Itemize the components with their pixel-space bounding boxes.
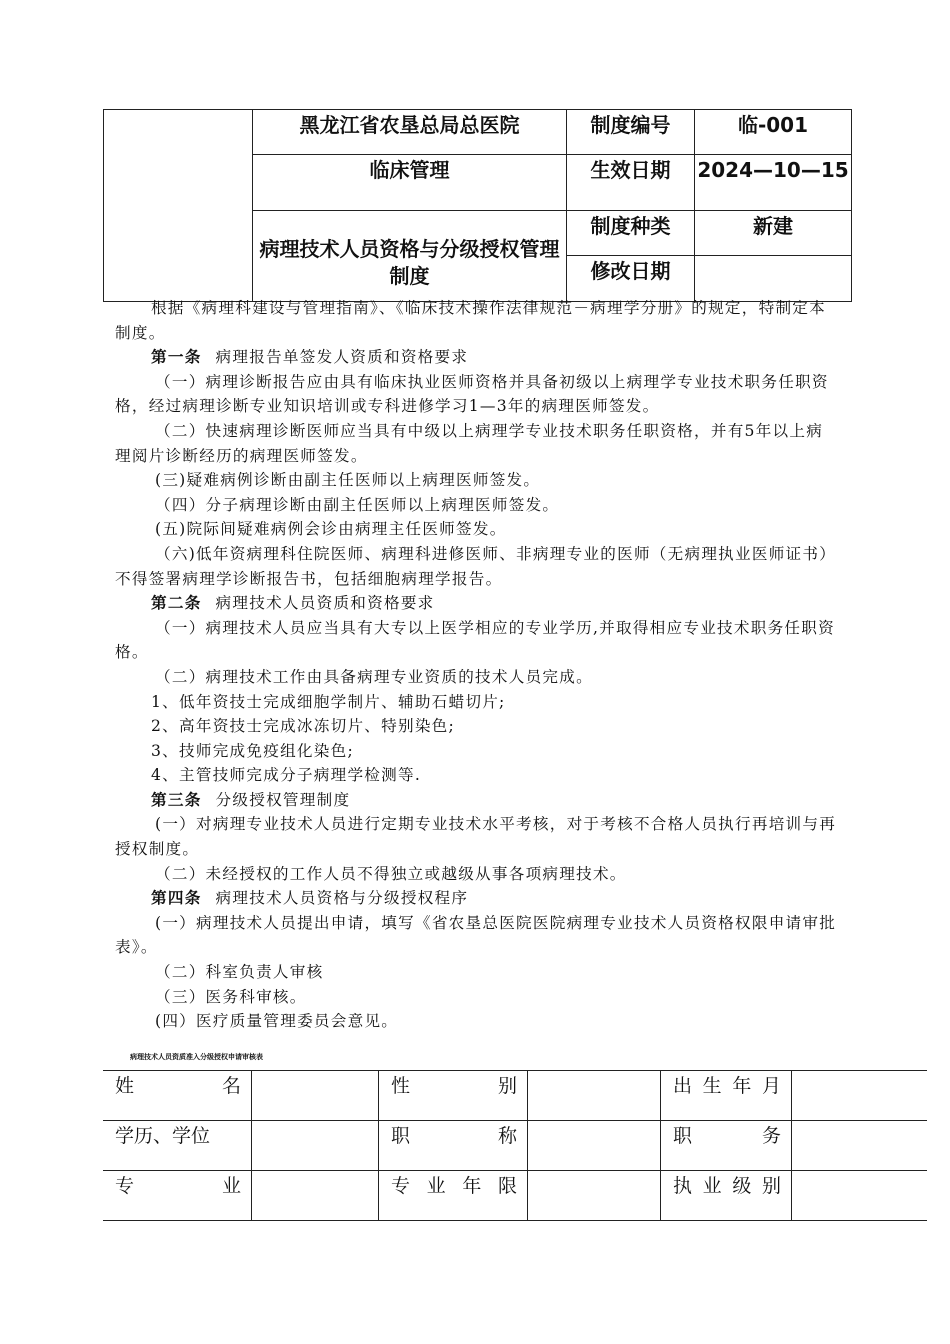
article-2-number: 第二条 <box>151 593 202 613</box>
article-1-item: （二）快速病理诊断医师应当具有中级以上病理学专业技术职务任职资格，并有5年以上病理阅片诊断经历的病理医师签发。 <box>115 421 824 465</box>
article-3-number: 第三条 <box>151 789 202 809</box>
intro-paragraph: 根据《病理科建设与管理指南》、《临床技术操作法律规范－病理学分册》的规定，特制定本制度。 <box>115 299 826 342</box>
form-caption: 病理技术人员资质准入分级授权申请审核表 <box>130 1053 263 1061</box>
application-form-table <box>103 1070 927 1221</box>
major-label: 专业 <box>103 1171 252 1221</box>
level-value-cell[interactable] <box>792 1171 928 1221</box>
article-3-heading <box>115 788 837 813</box>
position-label: 职务 <box>661 1121 792 1171</box>
article-1-item: （一）病理诊断报告应由具有临床执业医师资格并具备初级以上病理学专业技术职务任职资格，经过病理诊断专业知识培训或专科进修学习1—3年的病理医师签发。 <box>115 372 829 416</box>
article-4-item: (四）医疗质量管理委员会意见。 <box>155 1012 399 1031</box>
category-label: 临床管理 <box>253 155 567 211</box>
title-label: 职称 <box>379 1121 528 1171</box>
name-label: 姓名 <box>103 1071 252 1121</box>
name-value-cell[interactable] <box>252 1071 379 1121</box>
effective-date-value: 2024—10—15 <box>695 155 852 211</box>
article-3-item: (一）对病理专业技术人员进行定期专业技术水平考核，对于考核不合格人员执行再培训与再授权制度。 <box>115 815 837 859</box>
article-4-item: （三）医务科审核。 <box>155 987 307 1006</box>
title-value-cell[interactable] <box>528 1121 661 1171</box>
article-2-subitem: 3、技师完成免疫组化染色; <box>151 741 354 760</box>
policy-number-label: 制度编号 <box>567 110 695 155</box>
education-label: 学历、学位 <box>103 1121 252 1171</box>
position-value-cell[interactable] <box>792 1121 928 1171</box>
birth-value-cell[interactable] <box>792 1071 928 1121</box>
years-value-cell[interactable] <box>528 1171 661 1221</box>
gender-value-cell[interactable] <box>528 1071 661 1121</box>
article-4-heading <box>115 886 837 911</box>
policy-type-value: 新建 <box>695 211 852 256</box>
article-1-number: 第一条 <box>151 347 202 367</box>
article-1-item: (三)疑难病例诊断由副主任医师以上病理医师签发。 <box>155 471 541 490</box>
major-value-cell[interactable] <box>252 1171 379 1221</box>
article-1-item: （四）分子病理诊断由副主任医师以上病理医师签发。 <box>155 495 560 514</box>
article-4-number: 第四条 <box>151 888 202 908</box>
policy-header-table <box>103 109 852 302</box>
article-2-item: （二）病理技术工作由具备病理专业资质的技术人员完成。 <box>155 667 593 686</box>
policy-number-value: 临-001 <box>695 110 852 155</box>
years-label: 专业年限 <box>379 1171 528 1221</box>
hospital-name: 黑龙江省农垦总局总医院 <box>253 110 567 155</box>
article-4-item: （二）科室负责人审核 <box>155 963 324 982</box>
education-value-cell[interactable] <box>252 1121 379 1171</box>
birth-label: 出生年月 <box>661 1071 792 1121</box>
article-1-item: (五)院际间疑难病例会诊由病理主任医师签发。 <box>155 520 507 539</box>
effective-date-label: 生效日期 <box>567 155 695 211</box>
gender-label: 性别 <box>379 1071 528 1121</box>
policy-title: 病理技术人员资格与分级授权管理制度 <box>253 211 567 302</box>
logo-cell <box>104 110 253 302</box>
article-2-title: 病理技术人员资质和资格要求 <box>215 594 435 613</box>
article-2-heading <box>115 591 837 616</box>
article-1-heading <box>115 345 837 370</box>
article-2-subitem: 2、高年资技士完成冰冻切片、特别染色; <box>151 717 456 736</box>
article-3-title: 分级授权管理制度 <box>215 790 351 809</box>
article-2-item: （一）病理技术人员应当具有大专以上医学相应的专业学历,并取得相应专业技术职务任职资格。 <box>115 618 835 662</box>
revision-date-value <box>695 256 852 302</box>
article-4-title: 病理技术人员资格与分级授权程序 <box>215 889 469 908</box>
policy-type-label: 制度种类 <box>567 211 695 256</box>
article-2-subitem: 4、主管技师完成分子病理学检测等. <box>151 766 422 785</box>
article-3-item: （二）未经授权的工作人员不得独立或越级从事各项病理技术。 <box>155 864 627 883</box>
article-4-item: (一）病理技术人员提出申请，填写《省农垦总医院医院病理专业技术人员资格权限申请审批表》。 <box>115 913 837 957</box>
article-1-item: （六)低年资病理科住院医师、病理科进修医师、非病理专业的医师（无病理执业医师证书）不得签署病理学诊断报告书，包括细胞病理学报告。 <box>115 544 837 588</box>
revision-date-label: 修改日期 <box>567 256 695 302</box>
article-1-title: 病理报告单签发人资质和资格要求 <box>215 348 469 367</box>
level-label: 执业级别 <box>661 1171 792 1221</box>
policy-body <box>115 296 837 1034</box>
article-2-subitem: 1、低年资技士完成细胞学制片、辅助石蜡切片; <box>151 692 506 711</box>
